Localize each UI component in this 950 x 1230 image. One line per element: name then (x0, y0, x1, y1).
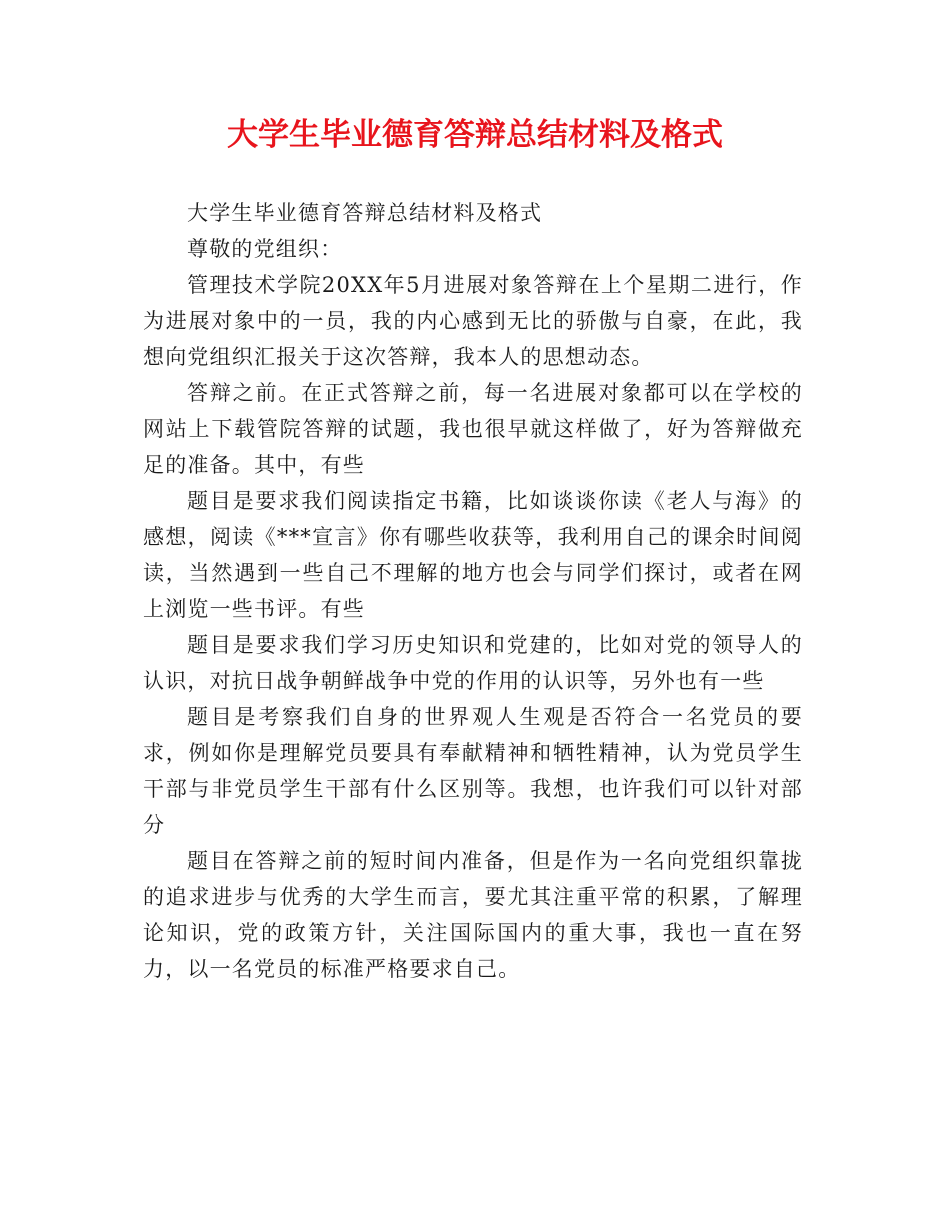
paragraph: 答辩之前。在正式答辩之前，每一名进展对象都可以在学校的网站上下载管院答辩的试题，我也很早就这样做了，好为答辩做充足的准备。其中，有些 (143, 381, 803, 477)
paragraph: 管理技术学院20XX年5月进展对象答辩在上个星期二进行，作为进展对象中的一员，我的内心感到无比的骄傲与自豪，在此，我想向党组织汇报关于这次答辩，我本人的思想动态。 (143, 273, 803, 369)
document-title: 大学生毕业德育答辩总结材料及格式 (227, 117, 723, 153)
paragraph: 题目是考察我们自身的世界观人生观是否符合一名党员的要求，例如你是理解党员要具有奉献精神和牺牲精神，认为党员学生干部与非党员学生干部有什么区别等。我想，也许我们可以针对部分 (143, 705, 803, 837)
paragraph: 题目是要求我们学习历史知识和党建的，比如对党的领导人的认识，对抗日战争朝鲜战争中党的作用的认识等，另外也有一些 (143, 633, 803, 693)
paragraph: 题目在答辩之前的短时间内准备，但是作为一名向党组织靠拢的追求进步与优秀的大学生而言，要尤其注重平常的积累，了解理论知识，党的政策方针，关注国际国内的重大事，我也一直在努力，以一名党员的标准严格要求自己。 (143, 849, 803, 981)
paragraph: 题目是要求我们阅读指定书籍，比如谈谈你读《老人与海》的感想，阅读《***宣言》你有哪些收获等，我利用自己的课余时间阅读，当然遇到一些自己不理解的地方也会与同学们探讨，或者在网上浏览一些书评。有些 (143, 489, 803, 621)
paragraph-salutation: 尊敬的党组织： (187, 237, 343, 261)
paragraph-subtitle: 大学生毕业德育答辩总结材料及格式 (187, 201, 543, 225)
document-body (143, 195, 803, 987)
